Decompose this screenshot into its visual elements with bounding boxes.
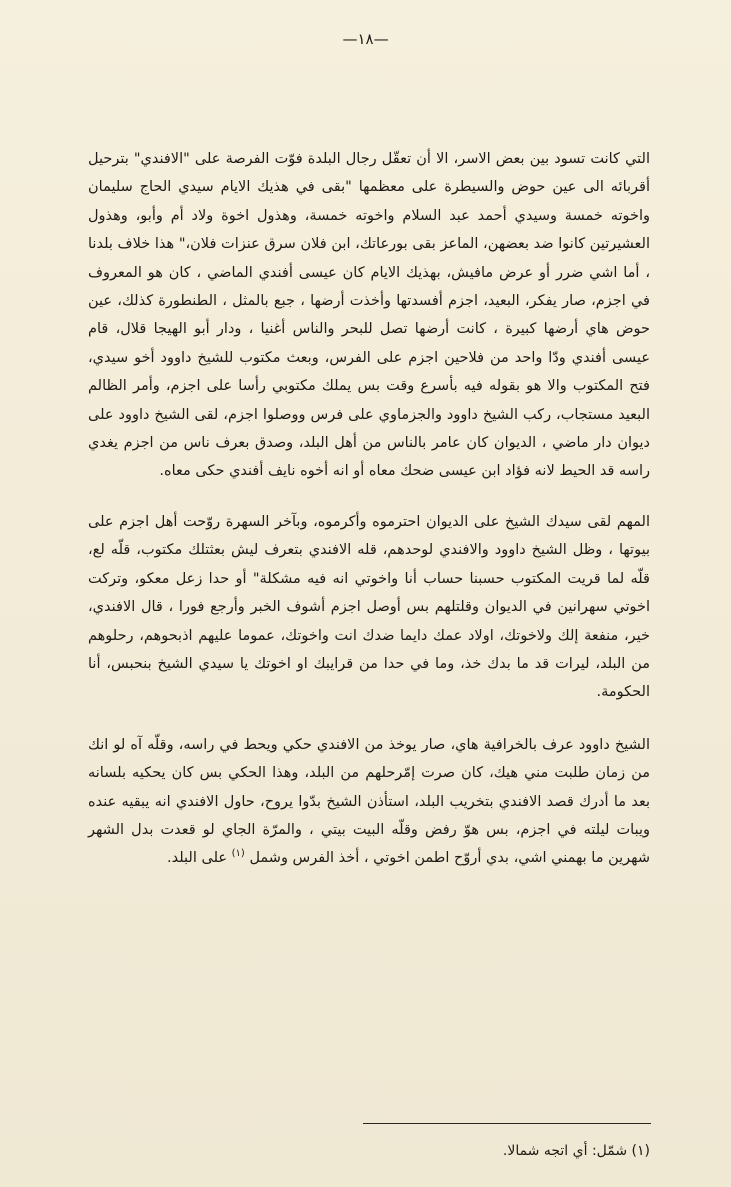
paragraph-3 <box>88 731 650 873</box>
paragraph-1: التي كانت تسود بين بعض الاسر، الا أن تعقّل رجال البلدة فوّت الفرصة على "الافندي" بترحيل أقربائه الى عين حوض والسيطرة على معظمها "بقى في هذيك الايام سيدي الحاج سليمان واخوته خمسة وسيدي أحمد عبد السلام واخوته خمسة، وهذول اخوة ولاد أم وأبو، وهذول العشيرتين كانوا ضد بعضهن، الماعز بقى بورعاتك، ابن فلان سرق عنزات فلان،" هذا خلاف بلدنا ، أما اشي ضرر أو عرض مافيش، بهذيك الايام كان عيسى أفندي الماضي ، كان هو المعروف في اجزم، صار يفكر، البعيد، اجزم أفسدتها وأخذت أرضها ، جبع بالمثل ، الطنطورة كذلك، عين حوض هاي أرضها كبيرة ، كانت أرضها تصل للبحر والناس أغنيا ، ودار أبو الهيجا قلال، قام عيسى أفندي ودّا واحد من فلاحين اجزم على الفرس، وبعث مكتوب للشيخ داوود أخو سيدي، فتح المكتوب والا هو بقوله فيه بأسرع وقت بس يملك مكتوبي رأسا على اجزم، وأمر الظالم البعيد مستجاب، ركب الشيخ داوود والجزماوي على فرس ووصلوا اجزم، لقى الشيخ داوود على ديوان دار ماضي ، الديوان كان عامر بالناس من أهل البلد، وصدق بعرف ناس من اجزم يغدي راسه قد الحيط لانه فؤاد ابن عيسى ضحك معاه أو انه أخوه نايف أفندي حكى معاه. <box>88 151 650 480</box>
footnote: (١) شمّل: أي اتجه شمالا. <box>502 1143 650 1159</box>
paragraph-3-text: الشيخ داوود عرف بالخرافية هاي، صار يوخذ من الافندي حكي ويحط في راسه، وقلّه آه لو انك من زمان طلبت مني هيك، كان صرت إمّرحلهم من البلد، وهذا الحكي بس كان يحكيه بلسانه بعد ما أدرك قصد الافندي بتخريب البلد، استأذن الشيخ بدّوا يروح، حاول الافندي انه يبقيه عنده ويبات ليلته في اجزم، بس هوّ رفض وقلّه البيت بيتي ، والمرّة الجاي لو قعدت بدل الشهر شهرين ما بهمني اشي، بدي أروّح اطمن اخوتي ، أخذ الفرس وشمل <box>88 736 650 867</box>
paragraph-3-tail: على البلد. <box>167 850 228 867</box>
paragraph-2: المهم لقى سيدك الشيخ على الديوان احترموه وأكرموه، وبآخر السهرة روّحت أهل اجزم على بيوتها ، وظل الشيخ داوود والافندي لوحدهم، قله الافندي بتعرف ليش بعثتلك مكتوب، قلّه لع، قلّه لما قريت المكتوب حسبنا حساب أنا واخوتي انه فيه مشكلة" أو حدا زعل معكو، وتركت اخوتي سهرانين في الديوان وقلتلهم بس أوصل اجزم أشوف الخبر وأرجع فورا ، قال الافندي، خير، منفعة إلك ولاخوتك، اولاد عمك دايما ضدك انت واخوتك، عموما عليهم اذبحوهم، رحلوهم من البلد، ليرات قد ما بدك خذ، وما في حدا من قرايبك او اخوتك يا سيدي الشيخ بنحبس، أنا الحكومة. <box>88 513 650 701</box>
footnote-divider <box>363 1123 651 1124</box>
page-number: —١٨— <box>342 30 389 48</box>
footnote-reference: (١) <box>231 848 245 860</box>
body-text <box>88 145 650 897</box>
